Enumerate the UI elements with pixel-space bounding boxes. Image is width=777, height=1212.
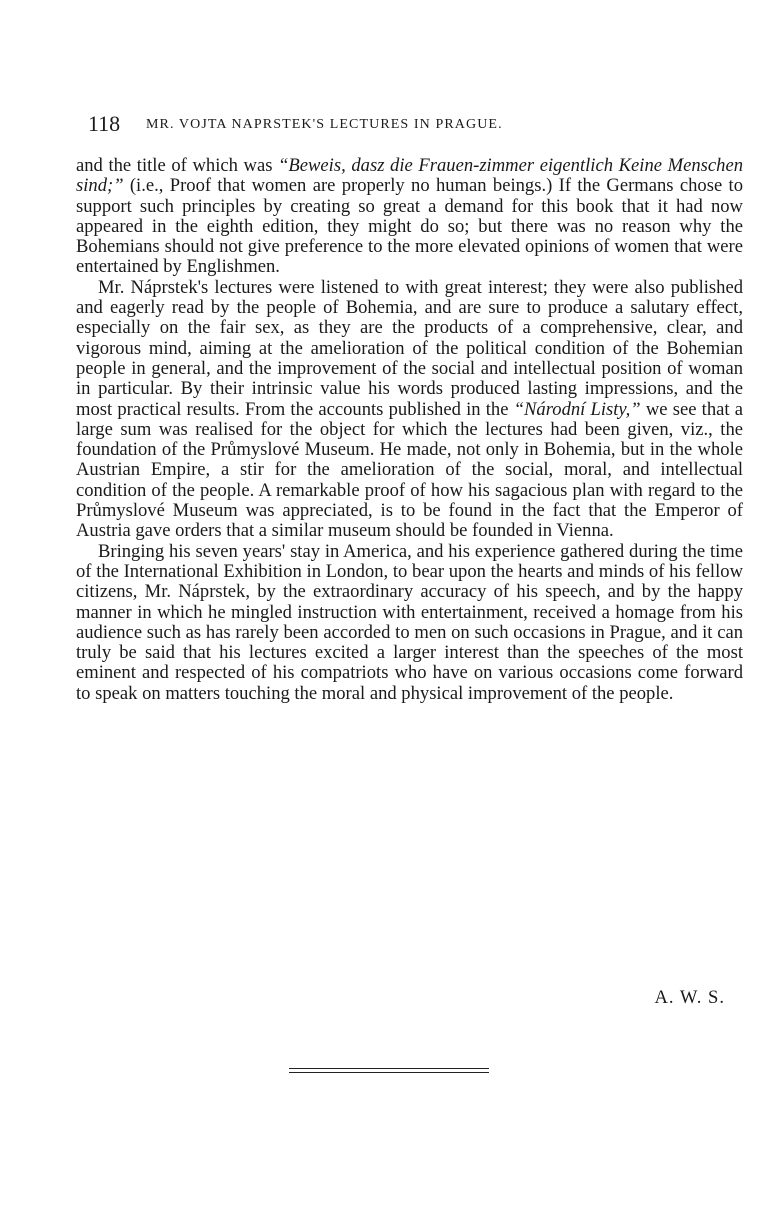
author-signature: A. W. S.: [654, 987, 725, 1008]
running-title: MR. VOJTA NAPRSTEK'S LECTURES IN PRAGUE.: [146, 117, 503, 132]
section-end-rule-lower: [289, 1072, 489, 1073]
paragraph-2: [76, 278, 743, 542]
page-number: 118: [88, 111, 121, 136]
paragraph-1: [76, 156, 743, 278]
paragraph-1-text-end: (i.e., Proof that women are properly no human beings.) If the Germans chose to support such principles by creating so great a demand for this book that it had now appeared in the eighth edition, they might do so; but there was no reason why the Bohemians should not give preference to the more elevated opinions of women that were entertained by Englishmen.: [76, 175, 743, 278]
article-body: [76, 156, 743, 704]
paragraph-1-text-start: and the title of which was: [76, 155, 279, 176]
section-end-rule: [289, 1068, 489, 1069]
paragraph-2-text-start: Mr. Náprstek's lectures were listened to with great interest; they were also published and eagerly read by the people of Bohemia, and are sure to produce a salutary effect, especially on the fair sex, as they are the products of a comprehensive, clear, and vigorous mind, aiming at the amelioration of the political condition of the Bohemian people in general, and the improvement of the social and intellectual position of woman in particular. By their intrinsic value his words produced lasting impressions, and the most practical results. From the accounts published in the: [76, 276, 743, 420]
newspaper-title: “Národní Listy,”: [513, 398, 641, 420]
paragraph-3: Bringing his seven years' stay in America, and his experience gathered during the time of the International Exhibition in London, to bear upon the hearts and minds of his fellow citizens, Mr. Náprstek, by the extraordinary accuracy of his speech, and by the happy manner in which he mingled instruction with entertainment, received a homage from his audience such as has rarely been accorded to men on such occasions in Prague, and it can truly be said that his lectures excited a larger interest than the speeches of the most eminent and respected of his compatriots who have on various occasions come forward to speak on matters touching the moral and physical improvement of the people.: [76, 540, 743, 704]
running-head: [88, 111, 748, 137]
german-book-title: “Beweis, dasz die Frauen-zimmer eigentlich Keine Menschen sind;”: [76, 155, 743, 197]
paragraph-2-text-end: we see that a large sum was realised for the object for which the lectures had been given, viz., the foundation of the Průmyslové Museum. He made, not only in Bohemia, but in the whole Austrian Empire, a stir for the amelioration of the social, moral, and intellectual condition of the people. A remarkable proof of how his sagacious plan with regard to the Průmyslové Museum was appreciated, is to be found in the fact that the Emperor of Austria gave orders that a similar museum should be founded in Vienna.: [76, 398, 744, 542]
